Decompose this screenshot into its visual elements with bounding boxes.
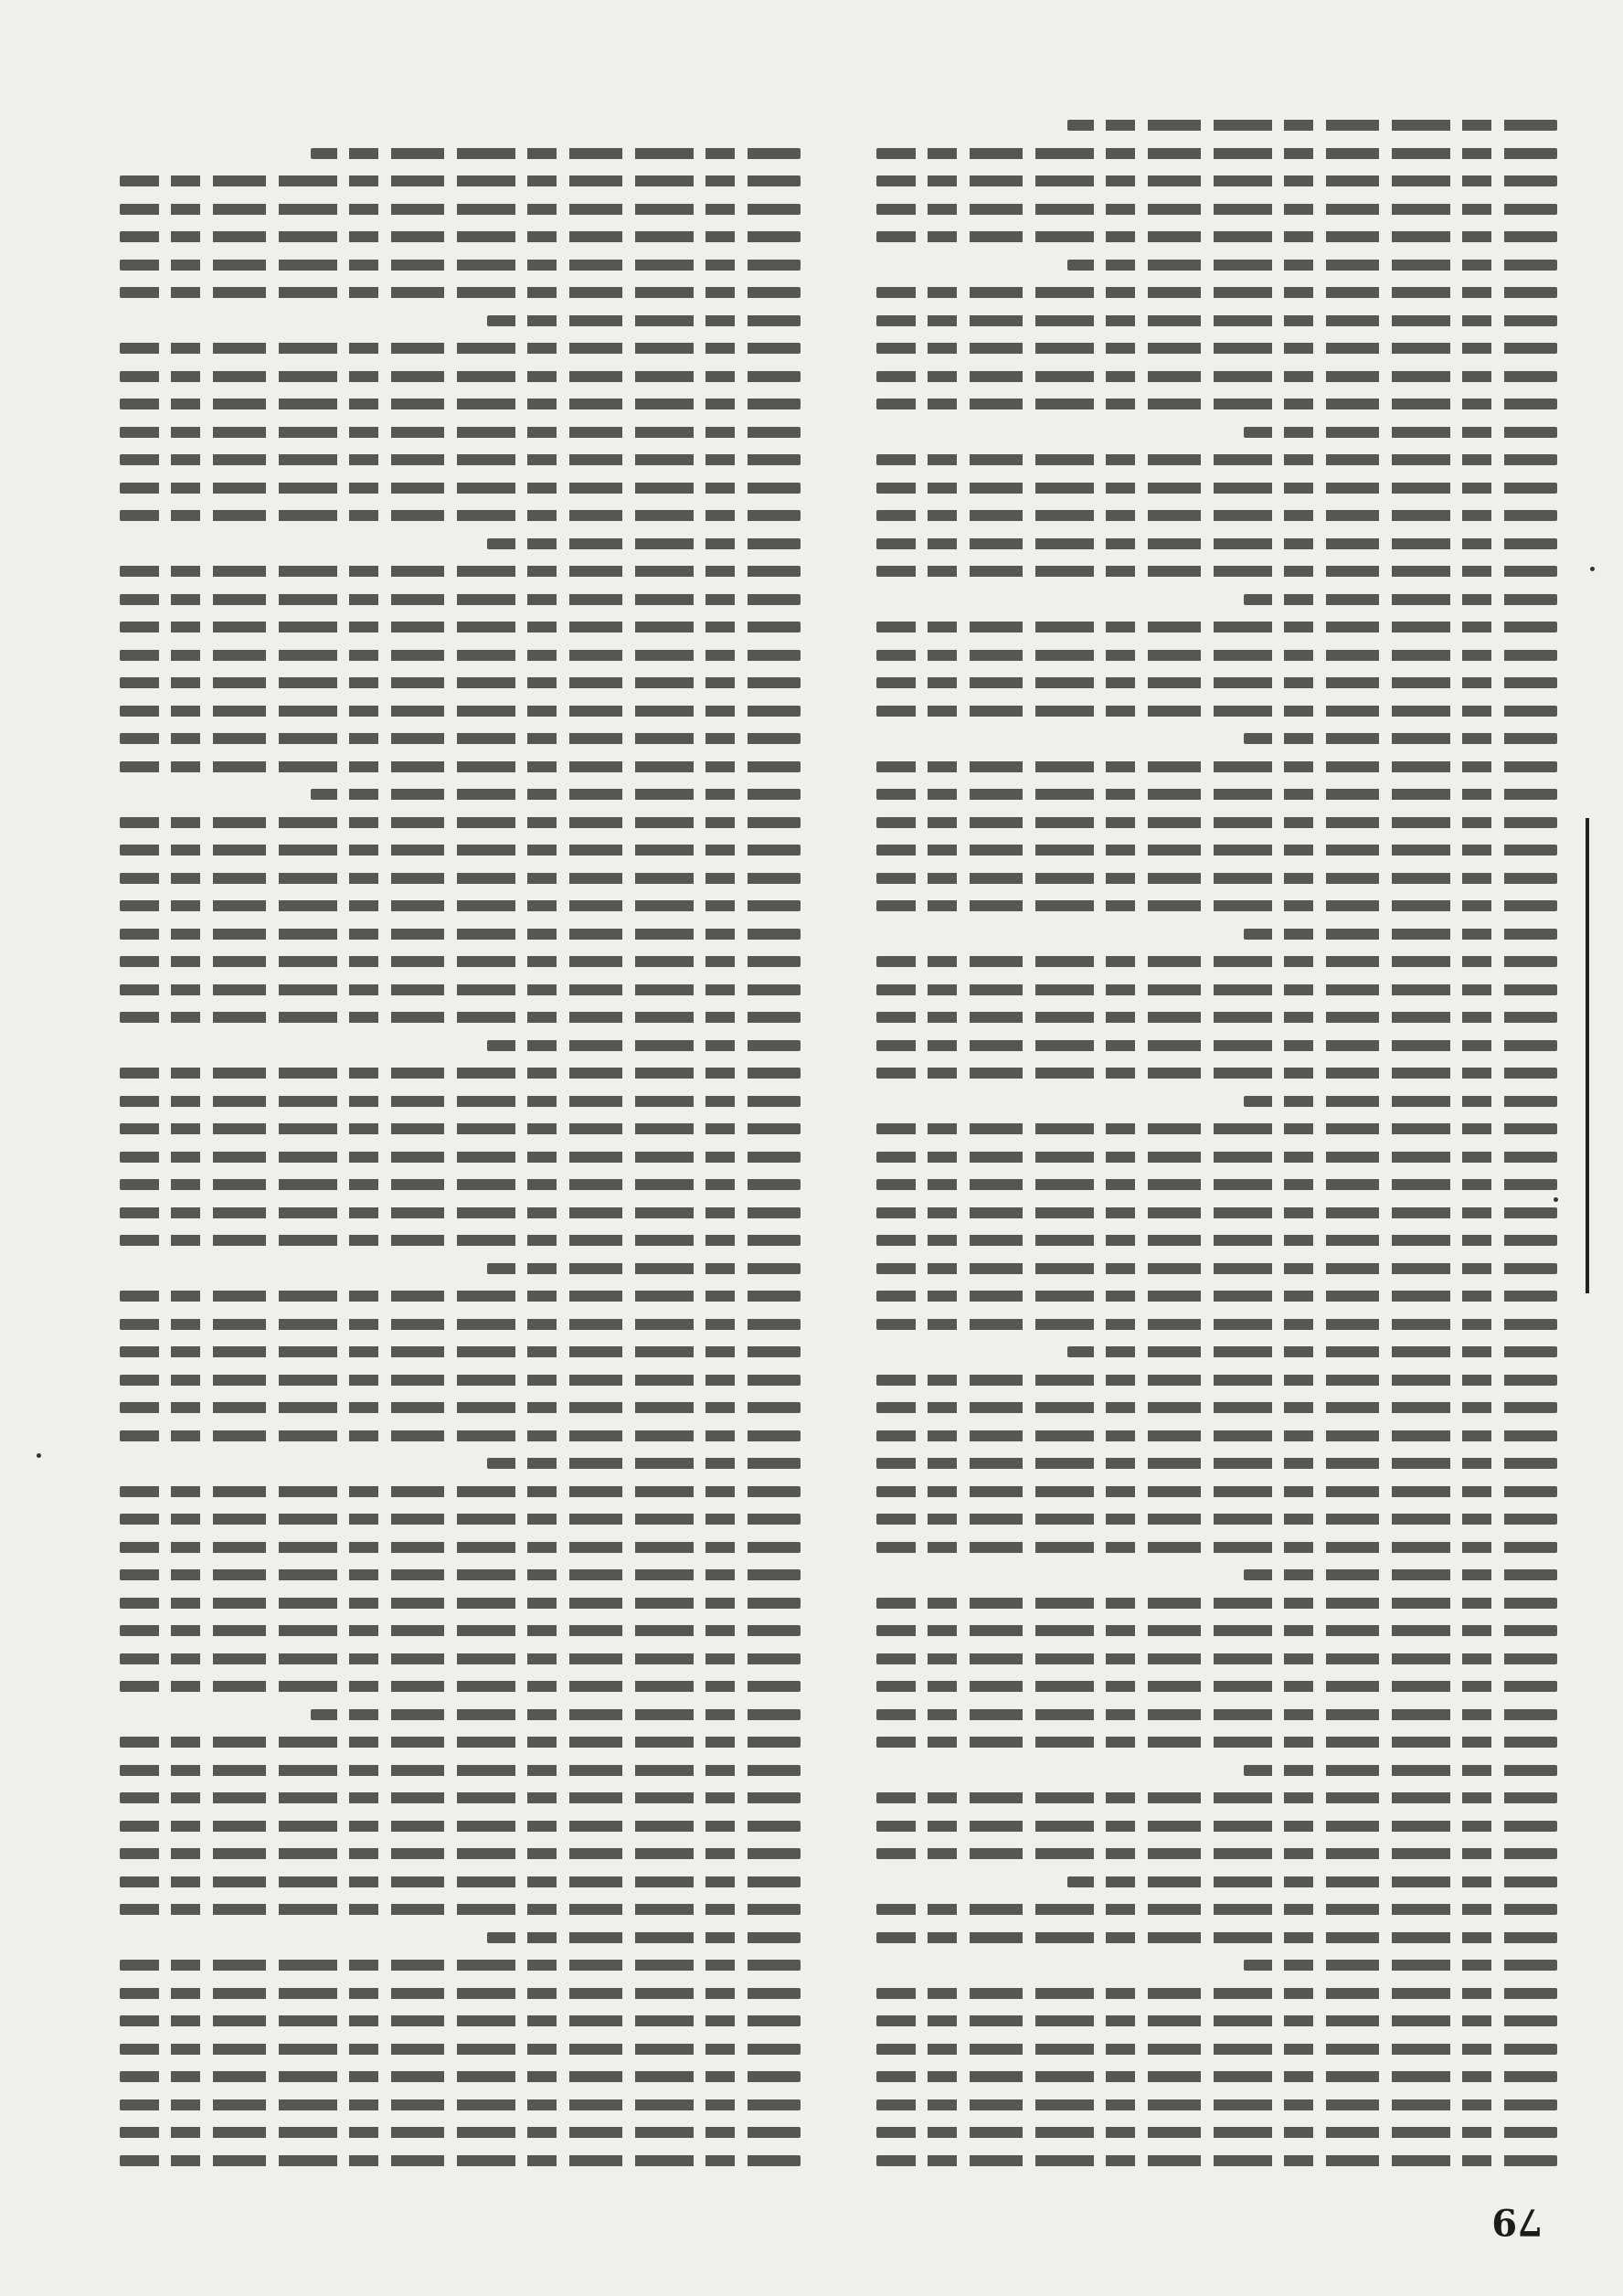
text-line <box>876 1849 1557 1860</box>
text-line <box>120 1849 801 1860</box>
text-line <box>876 1375 1557 1386</box>
text-line <box>876 1152 1557 1163</box>
paragraph <box>876 734 1557 912</box>
text-line <box>1244 427 1557 438</box>
paragraph <box>120 148 801 299</box>
paragraph <box>876 1876 1557 1943</box>
text-line <box>120 1096 801 1107</box>
text-line <box>487 1263 801 1274</box>
text-line <box>120 176 801 187</box>
paragraph <box>120 315 801 522</box>
text-line <box>120 594 801 605</box>
paragraph <box>120 1263 801 1441</box>
text-line <box>876 1013 1557 1024</box>
text-line <box>876 1403 1557 1414</box>
text-line <box>120 1403 801 1414</box>
text-line <box>876 176 1557 187</box>
text-line <box>876 399 1557 410</box>
text-line <box>120 1626 801 1637</box>
text-line <box>876 2099 1557 2110</box>
text-line <box>487 315 801 326</box>
text-line <box>120 2044 801 2055</box>
text-line <box>876 567 1557 578</box>
text-line <box>120 1821 801 1832</box>
text-line <box>120 1180 801 1191</box>
text-line <box>876 901 1557 912</box>
text-line <box>487 1040 801 1051</box>
text-line <box>1244 1570 1557 1581</box>
text-line <box>120 427 801 438</box>
text-line <box>876 817 1557 828</box>
text-line <box>120 1347 801 1358</box>
right-column <box>120 73 801 2166</box>
text-line <box>876 1738 1557 1749</box>
text-line <box>120 761 801 772</box>
text-line <box>120 371 801 382</box>
text-line <box>120 455 801 466</box>
text-line <box>120 678 801 689</box>
text-line <box>120 929 801 940</box>
text-line <box>120 1793 801 1804</box>
text-line <box>876 2072 1557 2083</box>
text-line <box>120 1598 801 1609</box>
text-line <box>876 2016 1557 2027</box>
text-line <box>876 1459 1557 1470</box>
text-line <box>120 2016 801 2027</box>
text-line <box>876 622 1557 633</box>
text-line <box>876 483 1557 494</box>
text-line <box>120 1375 801 1386</box>
text-line <box>876 344 1557 355</box>
text-line <box>876 538 1557 549</box>
text-line <box>120 204 801 215</box>
text-line <box>120 901 801 912</box>
text-line <box>120 1319 801 1330</box>
text-line <box>876 204 1557 215</box>
text-line <box>876 1124 1557 1135</box>
text-line <box>876 1207 1557 1218</box>
text-line <box>876 455 1557 466</box>
text-line <box>120 1738 801 1749</box>
paragraph <box>120 790 801 1024</box>
text-line <box>120 2155 801 2166</box>
text-line <box>1244 1765 1557 1776</box>
text-line <box>120 1570 801 1581</box>
text-line <box>311 148 801 159</box>
text-line <box>876 790 1557 801</box>
text-line <box>876 1515 1557 1525</box>
text-line <box>876 1988 1557 1999</box>
text-line <box>876 1821 1557 1832</box>
text-line <box>1067 121 1557 132</box>
text-line <box>120 288 801 299</box>
paragraph <box>876 1961 1557 2167</box>
text-line <box>311 790 801 801</box>
paragraph <box>876 1570 1557 1749</box>
text-line <box>1067 1876 1557 1887</box>
text-line <box>876 678 1557 689</box>
text-line <box>120 344 801 355</box>
margin-mark <box>1586 818 1589 1293</box>
text-line <box>1244 1961 1557 1972</box>
text-line <box>487 1932 801 1943</box>
text-line <box>120 260 801 271</box>
text-line <box>120 399 801 410</box>
paragraph <box>120 538 801 772</box>
text-line <box>876 1236 1557 1247</box>
paragraph <box>120 1040 801 1247</box>
text-line <box>876 1653 1557 1664</box>
text-line <box>876 1932 1557 1943</box>
text-line <box>120 567 801 578</box>
text-line <box>120 2099 801 2110</box>
text-line <box>876 1486 1557 1497</box>
text-line <box>1067 1347 1557 1358</box>
text-line <box>876 2155 1557 2166</box>
paragraph <box>876 1096 1557 1330</box>
text-line <box>876 761 1557 772</box>
text-line <box>120 734 801 745</box>
text-line <box>120 1292 801 1302</box>
text-line <box>876 650 1557 661</box>
text-line <box>120 1152 801 1163</box>
text-line <box>120 650 801 661</box>
text-line <box>487 1459 801 1470</box>
paragraph <box>876 1347 1557 1554</box>
text-line <box>120 845 801 856</box>
text-line <box>876 1263 1557 1274</box>
text-line <box>120 1682 801 1693</box>
text-line <box>876 315 1557 326</box>
text-line <box>876 2128 1557 2139</box>
text-line <box>120 483 801 494</box>
text-line <box>487 538 801 549</box>
text-line <box>1067 260 1557 271</box>
text-line <box>120 1068 801 1079</box>
text-line <box>876 371 1557 382</box>
text-line <box>876 1319 1557 1330</box>
text-line <box>876 1292 1557 1302</box>
text-line <box>120 2128 801 2139</box>
text-line <box>120 1124 801 1135</box>
text-line <box>120 1486 801 1497</box>
page-number: 79 <box>1491 2200 1543 2243</box>
text-line <box>120 1207 801 1218</box>
text-line <box>876 1598 1557 1609</box>
speck <box>1590 567 1595 571</box>
text-line <box>876 1905 1557 1916</box>
text-line <box>876 1626 1557 1637</box>
text-line <box>120 1988 801 1999</box>
paragraph <box>876 1765 1557 1860</box>
text-line <box>120 511 801 522</box>
text-line <box>876 873 1557 884</box>
text-line <box>120 1905 801 1916</box>
text-line <box>876 1793 1557 1804</box>
text-line <box>876 1682 1557 1693</box>
paragraph <box>120 1709 801 1916</box>
text-line <box>876 148 1557 159</box>
text-line <box>120 2072 801 2083</box>
text-line <box>120 706 801 717</box>
text-line <box>876 1068 1557 1079</box>
text-line <box>120 873 801 884</box>
paragraph <box>876 260 1557 410</box>
text-line <box>876 984 1557 995</box>
paragraph <box>120 1932 801 2166</box>
text-line <box>120 622 801 633</box>
text-line <box>876 1709 1557 1720</box>
text-line <box>876 845 1557 856</box>
paragraph <box>876 929 1557 1079</box>
text-line <box>120 1765 801 1776</box>
paragraph <box>876 594 1557 717</box>
text-line <box>876 232 1557 243</box>
text-line <box>1244 1096 1557 1107</box>
text-line <box>876 2044 1557 2055</box>
text-line <box>120 1430 801 1441</box>
text-line <box>120 1542 801 1553</box>
text-line <box>1244 734 1557 745</box>
text-line <box>876 1040 1557 1051</box>
paragraph <box>876 427 1557 578</box>
text-line <box>120 1961 801 1972</box>
text-line <box>120 1653 801 1664</box>
speck <box>37 1453 41 1458</box>
text-line <box>876 288 1557 299</box>
text-line <box>876 1430 1557 1441</box>
speck <box>1554 1197 1558 1202</box>
text-line <box>876 1180 1557 1191</box>
text-line <box>120 984 801 995</box>
text-line <box>120 957 801 968</box>
text-line <box>120 1236 801 1247</box>
text-line <box>876 511 1557 522</box>
left-column <box>876 73 1557 2166</box>
paragraph <box>120 1459 801 1693</box>
text-line <box>876 706 1557 717</box>
paragraph <box>876 121 1557 243</box>
text-line <box>1244 929 1557 940</box>
text-line <box>311 1709 801 1720</box>
text-line <box>120 1013 801 1024</box>
text-line <box>1244 594 1557 605</box>
text-line <box>120 1515 801 1525</box>
text-line <box>120 817 801 828</box>
text-line <box>120 232 801 243</box>
text-line <box>876 1542 1557 1553</box>
text-line <box>876 957 1557 968</box>
text-line <box>120 1876 801 1887</box>
